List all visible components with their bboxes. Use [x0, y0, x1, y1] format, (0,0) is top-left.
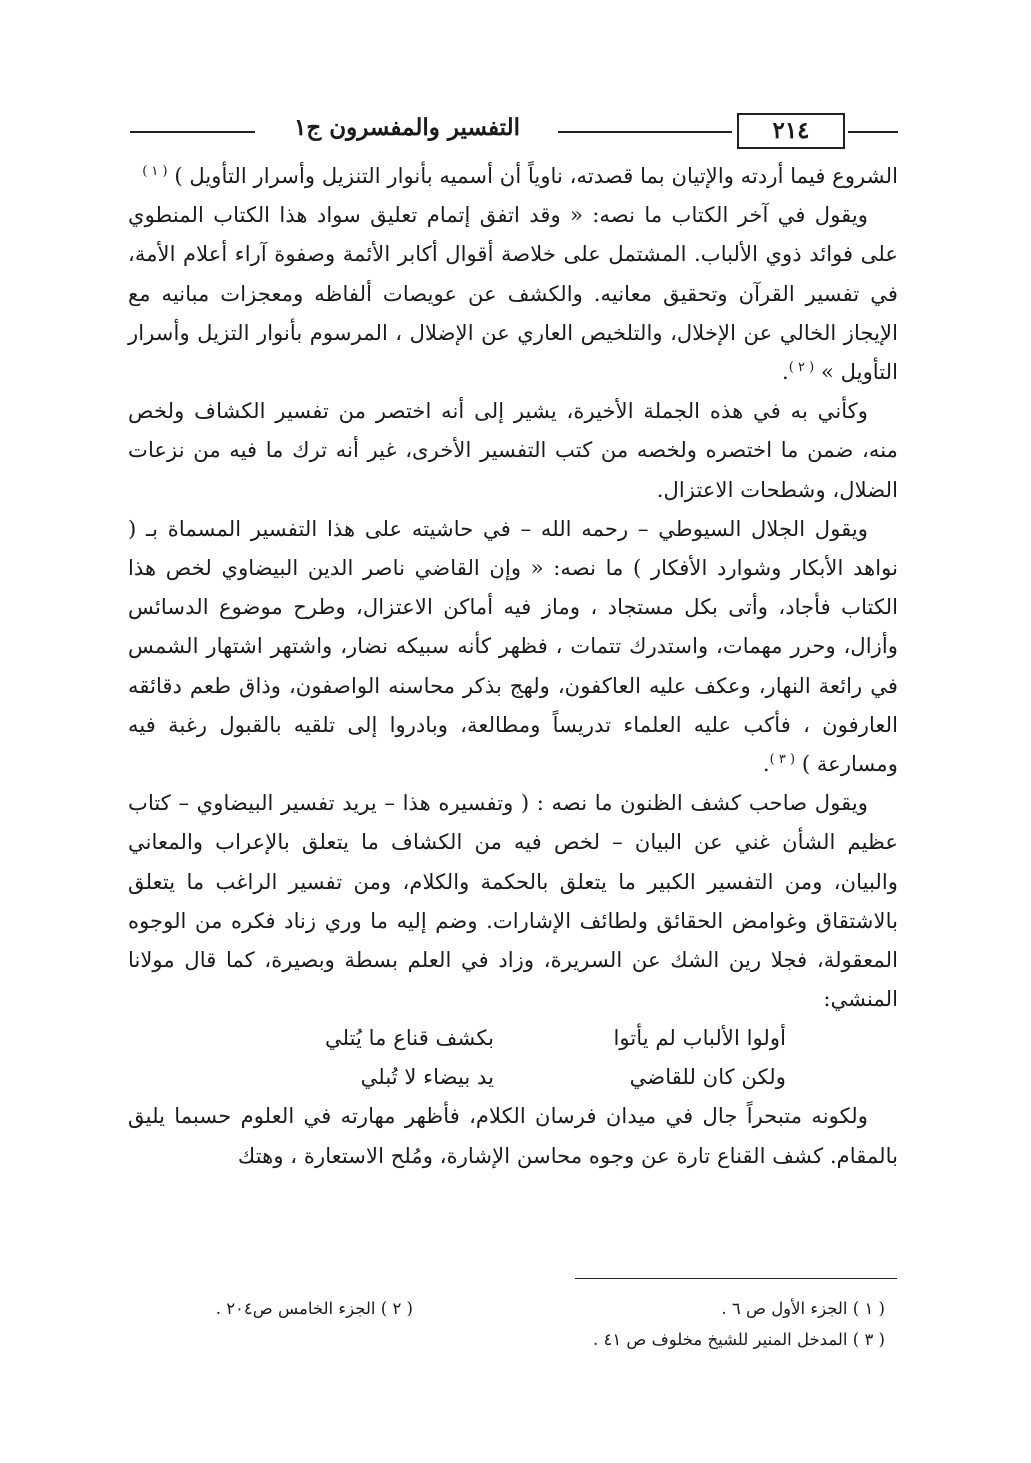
- footnote-ref-3: ( ٣ ): [769, 751, 796, 767]
- verse-2-second-hemistich: يد بيضاء لا تُبلي: [360, 1064, 494, 1090]
- paragraph-4-text: ويقول الجلال السيوطي – رحمه الله – في حاشيته على هذا التفسير المسماة بـ ( نواهد الأبكار وشوارد الأفكار ) ما نصه: « وإن القاضي ناصر الدين البيضاوي لخص هذا الكتاب فأجاد، وأتى بكل مستجاد ، وماز فيه أماكن الاعتزال، وطرح موضوع الدسائس وأزال، وحرر مهمات، واستدرك تتمات ، فظهر كأنه سبيكه نضار، واشتهر اشتهار الشمس في رائعة النهار، وعكف عليه العاكفون، ولهج بذكر محاسنه الواصفون، وذاق طعم دقائقه العارفون ، فأكب عليه العلماء تدريساً ومطالعة، وبادروا إلى تلقيه بالقبول رغبة فيه ومسارعة ): [128, 515, 898, 777]
- paragraph-1: [128, 156, 898, 195]
- verse-2-first-hemistich: ولكن كان للقاضي: [629, 1064, 786, 1090]
- footnote-2: ( ٢ ) الجزء الخامس ص٢٠٤ .: [215, 1299, 413, 1318]
- paragraph-2-end: .: [782, 359, 789, 385]
- running-header: [130, 112, 898, 152]
- paragraph-3: وكأني به في هذه الجملة الأخيرة، يشير إلى أنه اختصر من تفسير الكشاف ولخص منه، ضمن ما اختصره ولخصه من كتب التفسير الأخرى، غير أنه ترك ما فيه من نزعات الضلال، وشطحات الاعتزال.: [128, 398, 898, 502]
- verse-1-first-hemistich: أولوا الألباب لم يأتوا: [613, 1025, 786, 1051]
- footnote-ref-1: ( ١ ): [142, 163, 168, 179]
- footnote-ref-2: ( ٢ ): [788, 359, 815, 375]
- paragraph-4-end: .: [762, 751, 770, 777]
- paragraph-4: [128, 509, 898, 783]
- paragraph-5: ويقول صاحب كشف الظنون ما نصه : ( وتفسيره هذا – يريد تفسير البيضاوي – كتاب عظيم الشأن غني عن البيان – لخص فيه من الكشاف ما يتعلق بالإعراب والمعاني والبيان، ومن التفسير الكبير ما يتعلق بالحكمة والكلام، ومن تفسير الراغب ما يتعلق بالاشتقاق وغوامض الحقائق ولطائف الإشارات. وضم إليه ما وري زناد فكره من الوجوه المعقولة، فجلا رين الشك عن السريرة، وزاد في العلم بسطة وبصيرة، كما قال مولانا المنشي:: [128, 790, 898, 1012]
- header-rule-middle: [558, 131, 732, 133]
- page-number: ٢١٤: [737, 113, 845, 149]
- main-text: [128, 156, 898, 1175]
- paragraph-2: [128, 195, 898, 391]
- header-rule-left: [130, 131, 255, 133]
- paragraph-2-text: ويقول في آخر الكتاب ما نصه: « وقد اتفق إتمام تعليق سواد هذا الكتاب المنطوي على فوائد ذوي الألباب. المشتمل على خلاصة أقوال أكابر الأئمة وصفوة آراء أعلام الأمة، في تفسير القرآن وتحقيق معانيه. والكشف عن عويصات ألفاظه ومعجزات مبانيه مع الإيجاز الخالي عن الإخلال، والتلخيص العاري عن الإضلال ، المرسوم بأنوار التزيل وأسرار التأويل »: [128, 202, 898, 385]
- running-title: التفسير والمفسرون ج١: [294, 114, 520, 141]
- paragraph-6: ولكونه متبحراً جال في ميدان فرسان الكلام، فأظهر مهارته في العلوم حسبما يليق بالمقام. كشف القناع تارة عن وجوه محاسن الإشارة، ومُلح الاستعارة ، وهتك: [128, 1103, 898, 1168]
- verse-line-1: [128, 1018, 898, 1057]
- footnote-3: ( ٣ ) المدخل المنير للشيخ مخلوف ص ٤١ .: [592, 1330, 885, 1349]
- footnote-separator: [575, 1278, 897, 1279]
- header-rule-right: [848, 131, 898, 133]
- verse-line-2: [128, 1057, 898, 1096]
- footnote-1: ( ١ ) الجزء الأول ص ٦ .: [721, 1299, 885, 1318]
- paragraph-1-text: الشروع فيما أردته والإتيان بما قصدته، ناوياً أن أسميه بأنوار التنزيل وأسرار التأويل ): [167, 163, 898, 188]
- verse-1-second-hemistich: بكشف قناع ما يُتلي: [324, 1025, 494, 1051]
